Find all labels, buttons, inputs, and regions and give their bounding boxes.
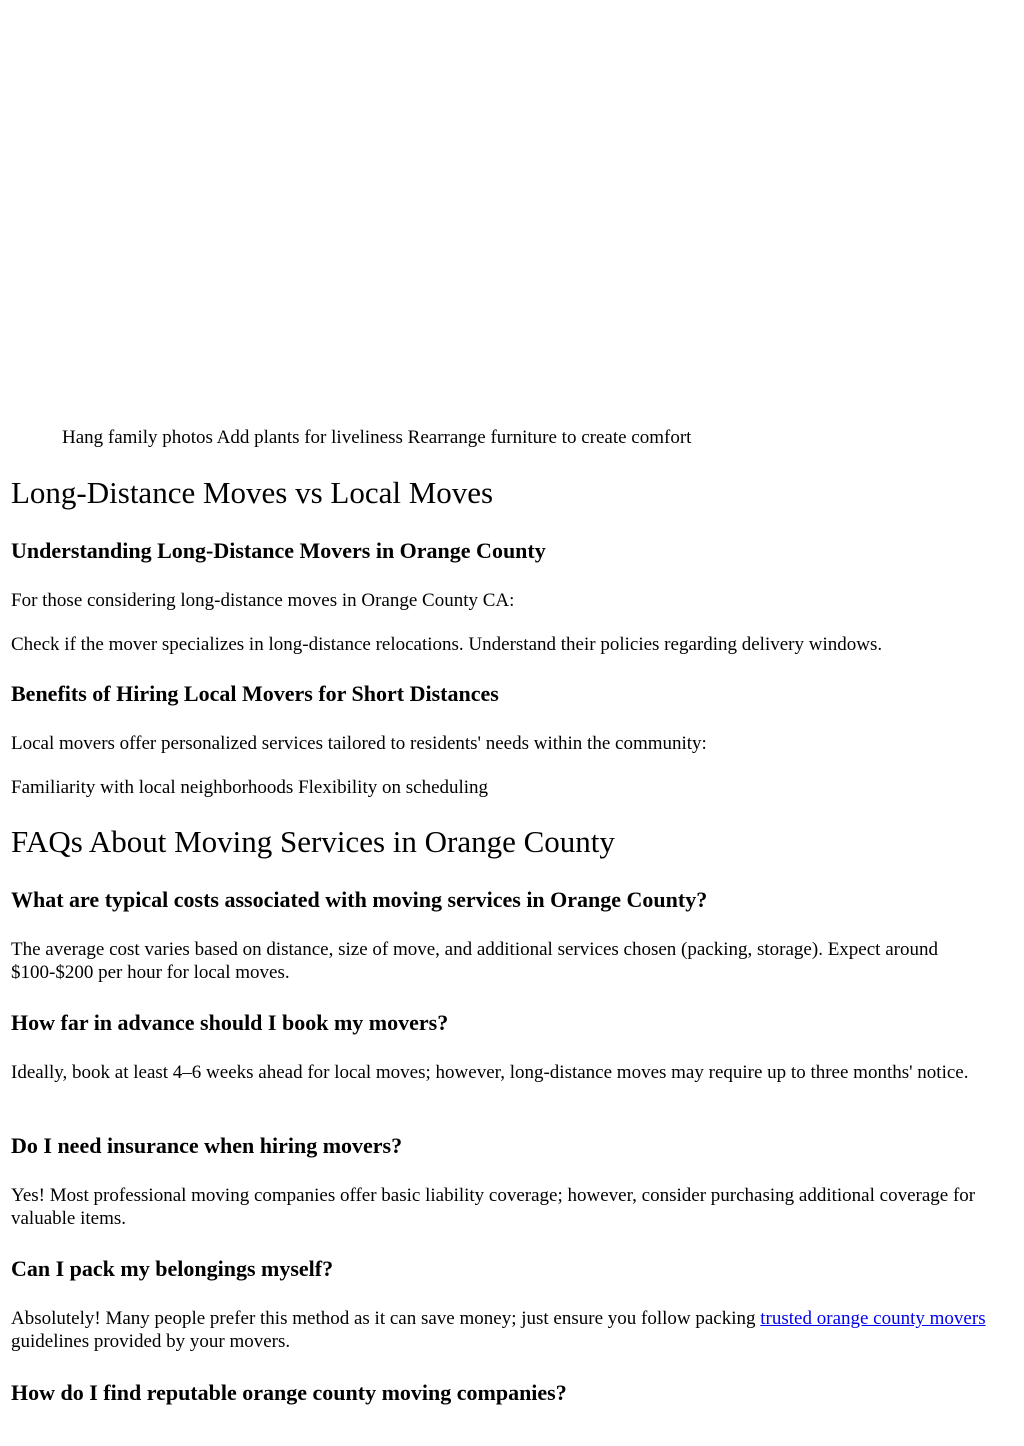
tips-list-line: Hang family photos Add plants for liveliness Rearrange furniture to create comfort bbox=[62, 427, 692, 448]
heading-faqs: FAQs About Moving Services in Orange County bbox=[11, 824, 615, 859]
faq-question-insurance: Do I need insurance when hiring movers? bbox=[11, 1133, 403, 1158]
heading-understanding-long-distance: Understanding Long-Distance Movers in Orange County bbox=[11, 538, 546, 563]
paragraph-local-movers-intro: Local movers offer personalized services tailored to residents' needs within the community: bbox=[11, 733, 707, 754]
trusted-movers-link[interactable]: trusted orange county movers bbox=[760, 1308, 986, 1329]
blank-image-area bbox=[0, 0, 1024, 410]
faq-answer-packing-text-after: guidelines provided by your movers. bbox=[11, 1331, 291, 1352]
paragraph-local-movers-benefits: Familiarity with local neighborhoods Flexibility on scheduling bbox=[11, 777, 489, 798]
heading-long-distance-vs-local: Long-Distance Moves vs Local Moves bbox=[11, 475, 494, 510]
faq-answer-packing-text-before: Absolutely! Many people prefer this method as it can save money; just ensure you follow packing bbox=[11, 1308, 761, 1329]
heading-benefits-local-movers: Benefits of Hiring Local Movers for Short Distances bbox=[11, 681, 499, 706]
faq-question-packing: Can I pack my belongings myself? bbox=[11, 1256, 334, 1281]
faq-answer-packing bbox=[11, 1307, 1011, 1353]
faq-question-booking: How far in advance should I book my movers? bbox=[11, 1010, 449, 1035]
faq-question-reputable: How do I find reputable orange county moving companies? bbox=[11, 1380, 567, 1405]
paragraph-long-distance-tips: Check if the mover specializes in long-distance relocations. Understand their policies regarding delivery windows. bbox=[11, 634, 883, 655]
faq-answer-insurance: Yes! Most professional moving companies offer basic liability coverage; however, consider purchasing additional coverage for valuable items. bbox=[11, 1185, 976, 1229]
faq-answer-costs: The average cost varies based on distance, size of move, and additional services chosen (packing, storage). Expect around $100-$200 per hour for local moves. bbox=[11, 939, 938, 983]
faq-answer-booking: Ideally, book at least 4–6 weeks ahead for local moves; however, long-distance moves may require up to three months' notice. bbox=[11, 1062, 969, 1083]
faq-question-costs: What are typical costs associated with moving services in Orange County? bbox=[11, 887, 708, 912]
paragraph-long-distance-intro: For those considering long-distance moves in Orange County CA: bbox=[11, 590, 515, 611]
